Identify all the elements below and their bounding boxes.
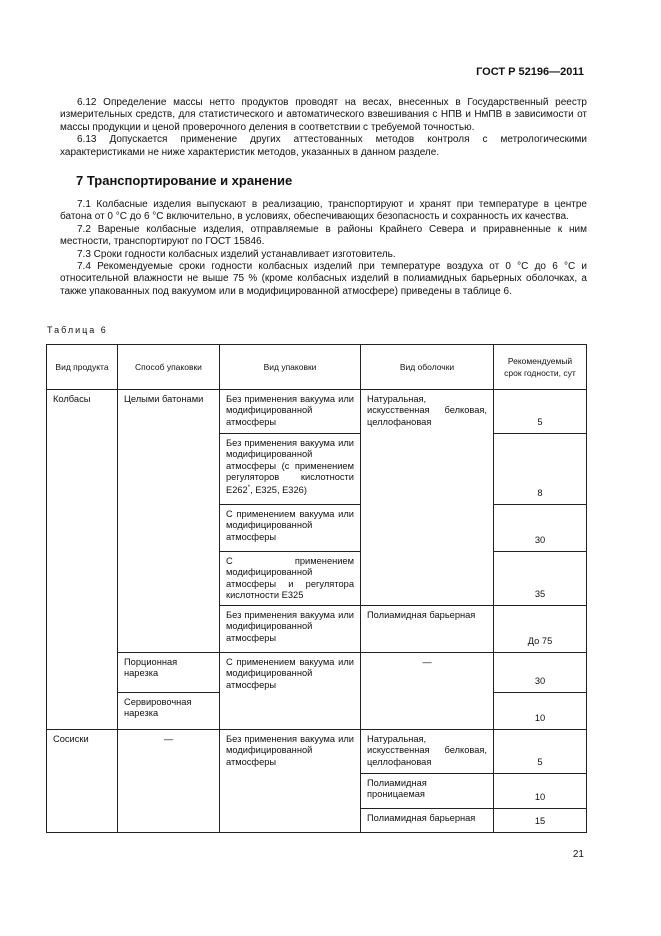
cell-casing-natural: Натуральная, искусственная белковая, целлофановая bbox=[361, 730, 494, 774]
paragraph-7-1: 7.1 Колбасные изделия выпускают в реализацию, транспортируют и хранят при температуре в центре батона от 0 °С до 6 °С включительно, в условиях, обеспечивающих безопасность и сохранность их качества. bbox=[60, 199, 587, 223]
paragraph-6-13: 6.13 Допускается применение других аттестованных методов контроля с метрологическими характеристиками не ниже характеристик методов, указанных в данном разделе. bbox=[60, 134, 587, 158]
cell-term: 8 bbox=[494, 434, 587, 505]
section-7-heading: 7 Транспортирование и хранение bbox=[76, 173, 293, 188]
cell-method-serving: Сервировочная нарезка bbox=[118, 693, 220, 730]
cell-method-whole: Целыми батонами bbox=[118, 390, 220, 653]
cell-casing-natural: Натуральная, искусственная белковая, целлофановая bbox=[361, 390, 494, 606]
cell-term: 10 bbox=[494, 693, 587, 730]
cell-term: До 75 bbox=[494, 606, 587, 653]
paragraph-6-12: 6.12 Определение массы нетто продуктов проводят на весах, внесенных в Государственный реестр измерительных средств, для статистического и автоматического взвешивания с НПВ и НмПВ в зависимости от массы продукции и ценой проверочного деления в соответствии с требуемой точностью. bbox=[60, 97, 587, 133]
cell-term: 30 bbox=[494, 653, 587, 693]
header-term bbox=[494, 345, 587, 390]
cell-term: 10 bbox=[494, 774, 587, 809]
cell-packing: С применением вакуума или модифицированной атмосферы bbox=[220, 653, 361, 730]
header-term-line2: срок годности, сут bbox=[504, 368, 576, 378]
cell-term: 30 bbox=[494, 505, 587, 552]
cell-packing: Без применения вакуума или модифицированной атмосферы bbox=[220, 390, 361, 434]
paragraph-7-3: 7.3 Сроки годности колбасных изделий устанавливает изготовитель. bbox=[77, 248, 396, 260]
header-term-line1: Рекомендуемый bbox=[507, 356, 573, 366]
cell-packing: Без применения вакуума или модифицированной атмосферы bbox=[220, 606, 361, 653]
cell-packing: Без применения вакуума или модифицированной атмосферы bbox=[220, 730, 361, 833]
cell-method-dash: — bbox=[118, 730, 220, 833]
table-label: Таблица 6 bbox=[47, 325, 108, 335]
cell-casing-dash: — bbox=[361, 653, 494, 730]
cell-term: 35 bbox=[494, 552, 587, 606]
cell-packing: С применением модифицированной атмосферы и регулятора кислотности Е325 bbox=[220, 552, 361, 606]
cell-casing-barrier: Полиамидная барьерная bbox=[361, 606, 494, 653]
document-header: ГОСТ Р 52196—2011 bbox=[476, 66, 584, 78]
paragraph-7-2: 7.2 Вареные колбасные изделия, отправляемые в районы Крайнего Севера и приравненные к ним местности, транспортируют по ГОСТ 15846. bbox=[60, 223, 587, 248]
section-6-text bbox=[60, 97, 587, 159]
header-product: Вид продукта bbox=[47, 345, 118, 390]
cell-packing-regulators: Без применения вакуума или модифицированной атмосферы (с применением регуляторов кислотности Е262*, Е325, Е326) bbox=[220, 434, 361, 505]
page-number: 21 bbox=[572, 849, 584, 860]
section-7-text bbox=[60, 199, 587, 298]
cell-product-sosiski: Сосиски bbox=[47, 730, 118, 833]
header-method: Способ упаковки bbox=[118, 345, 220, 390]
cell-casing-permeable: Полиамидная проницаемая bbox=[361, 774, 494, 809]
shelf-life-table bbox=[46, 344, 587, 833]
cell-term: 15 bbox=[494, 809, 587, 833]
table-row bbox=[47, 390, 587, 434]
table-row bbox=[47, 730, 587, 774]
cell-term: 5 bbox=[494, 730, 587, 774]
cell-packing: С применением вакуума или модифицированной атмосферы bbox=[220, 505, 361, 552]
cell-method-portion: Порционная нарезка bbox=[118, 653, 220, 693]
paragraph-7-4: 7.4 Рекомендуемые сроки годности колбасных изделий при температуре воздуха от 0 °С до 6 °С и относительной влажности не выше 75 % (кроме колбасных изделий в полиамидных барьерных оболочках, а также упакованных под вакуумом или в модифицированной атмосфере) приведены в таблице 6. bbox=[60, 261, 587, 297]
cell-product-kolbasy: Колбасы bbox=[47, 390, 118, 730]
cell-casing-barrier: Полиамидная барьерная bbox=[361, 809, 494, 833]
cell-term: 5 bbox=[494, 390, 587, 434]
table-row bbox=[47, 653, 587, 693]
header-casing: Вид оболочки bbox=[361, 345, 494, 390]
table-header-row bbox=[47, 345, 587, 390]
header-packing: Вид упаковки bbox=[220, 345, 361, 390]
